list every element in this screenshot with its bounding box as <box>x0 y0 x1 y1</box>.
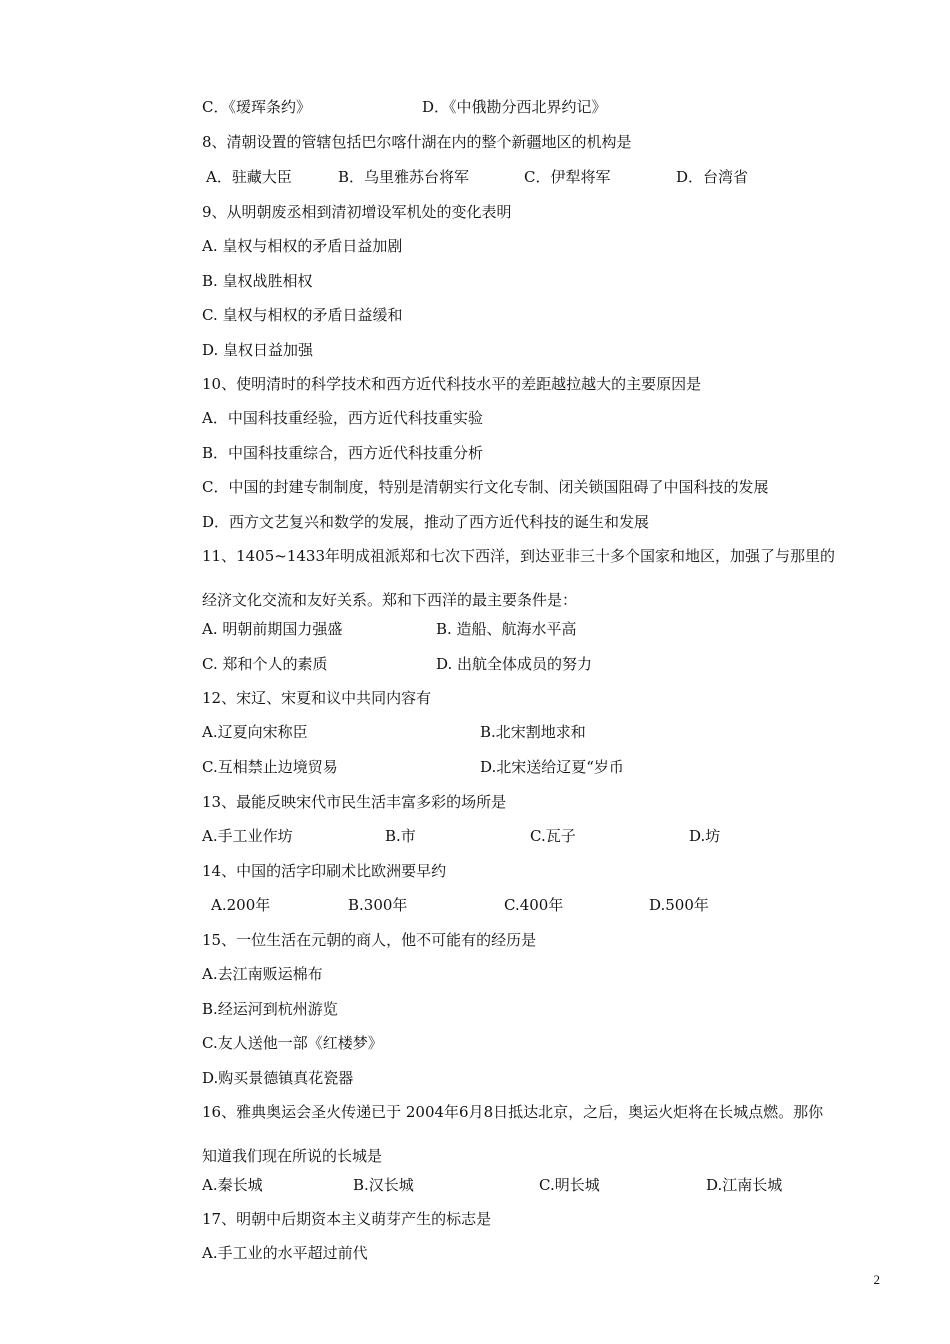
option-row <box>202 826 902 846</box>
option-text: C.400年 <box>504 896 564 914</box>
text-line: 11、1405~1433年明成祖派郑和七次下西洋，到达亚非三十多个国家和地区，加强了与那里的 <box>202 547 836 565</box>
text-line: 知道我们现在所说的长城是 <box>202 1147 383 1165</box>
text-line: 15、一位生活在元朝的商人，他不可能有的经历是 <box>202 931 537 949</box>
text-line: 经济文化交流和友好关系。郑和下西洋的最主要条件是： <box>202 591 578 609</box>
option-text: D.北宋送给辽夏“岁币 <box>480 758 624 776</box>
option-row <box>202 619 902 639</box>
option-text: A．驻藏大臣 <box>206 168 292 186</box>
text-line: 9、从明朝废丞相到清初增设军机处的变化表明 <box>202 203 512 221</box>
option-text: C.互相禁止边境贸易 <box>202 758 338 776</box>
text-line: A. 皇权与相权的矛盾日益加剧 <box>202 237 403 255</box>
option-text: B. 造船、航海水平高 <box>436 620 577 638</box>
option-text: A.辽夏向宋称臣 <box>202 723 308 741</box>
text-line: 10、使明清时的科学技术和西方近代科技水平的差距越拉越大的主要原因是 <box>202 375 702 393</box>
option-text: C. 郑和个人的素质 <box>202 655 328 673</box>
text-line: C．中国的封建专制制度，特别是清朝实行文化专制、闭关锁国阻碍了中国科技的发展 <box>202 478 769 496</box>
option-text: D. 出航全体成员的努力 <box>436 655 593 673</box>
option-text: D．台湾省 <box>676 168 749 186</box>
text-line: 8、清朝设置的管辖包括巴尔喀什湖在内的整个新疆地区的机构是 <box>202 133 632 151</box>
text-line: 13、最能反映宋代市民生活丰富多彩的场所是 <box>202 793 507 811</box>
option-row <box>202 167 902 187</box>
option-text: A. 明朝前期国力强盛 <box>202 620 343 638</box>
option-text: D.坊 <box>689 827 721 845</box>
option-text: A.200年 <box>211 896 271 914</box>
option-text: D．《中俄勘分西北界约记》 <box>422 98 607 116</box>
option-text: A.手工业作坊 <box>202 827 293 845</box>
option-text: C.瓦子 <box>530 827 576 845</box>
option-text: D.500年 <box>649 896 709 914</box>
text-line: 12、宋辽、宋夏和议中共同内容有 <box>202 689 432 707</box>
text-line: C. 皇权与相权的矛盾日益缓和 <box>202 306 403 324</box>
option-text: C．伊犁将军 <box>524 168 611 186</box>
option-text: B．乌里雅苏台将军 <box>338 168 470 186</box>
option-row <box>202 1175 902 1195</box>
option-text: C．《瑷珲条约》 <box>202 98 311 116</box>
option-row <box>202 654 902 674</box>
option-text: D.江南长城 <box>706 1176 783 1194</box>
text-line: B．中国科技重综合，西方近代科技重分析 <box>202 444 484 462</box>
text-line: A.手工业的水平超过前代 <box>202 1244 368 1262</box>
text-line: D．西方文艺复兴和数学的发展，推动了西方近代科技的诞生和发展 <box>202 513 650 531</box>
option-text: A.秦长城 <box>202 1176 263 1194</box>
option-row <box>202 757 902 777</box>
option-row <box>202 722 902 742</box>
text-line: B.经运河到杭州游览 <box>202 1000 338 1018</box>
option-row <box>202 895 902 915</box>
text-line: D. 皇权日益加强 <box>202 341 314 359</box>
option-text: B.北宋割地求和 <box>480 723 586 741</box>
option-text: C.明长城 <box>539 1176 600 1194</box>
option-text: B.市 <box>385 827 416 845</box>
text-line: 14、中国的活字印刷术比欧洲要早约 <box>202 862 447 880</box>
text-line: C.友人送他一部《红楼梦》 <box>202 1034 383 1052</box>
text-line: 16、雅典奥运会圣火传递已于 2004年6月8日抵达北京，之后，奥运火炬将在长城点燃。那你 <box>202 1103 824 1121</box>
text-line: A.去江南贩运棉布 <box>202 965 323 983</box>
text-line: 17、明朝中后期资本主义萌芽产生的标志是 <box>202 1210 492 1228</box>
option-text: B.300年 <box>348 896 408 914</box>
text-line: A．中国科技重经验，西方近代科技重实验 <box>202 409 483 427</box>
option-row <box>202 97 902 117</box>
page-number: 2 <box>873 1272 880 1287</box>
text-line: B. 皇权战胜相权 <box>202 272 313 290</box>
option-text: B.汉长城 <box>353 1176 414 1194</box>
text-line: D.购买景德镇真花瓷器 <box>202 1069 354 1087</box>
